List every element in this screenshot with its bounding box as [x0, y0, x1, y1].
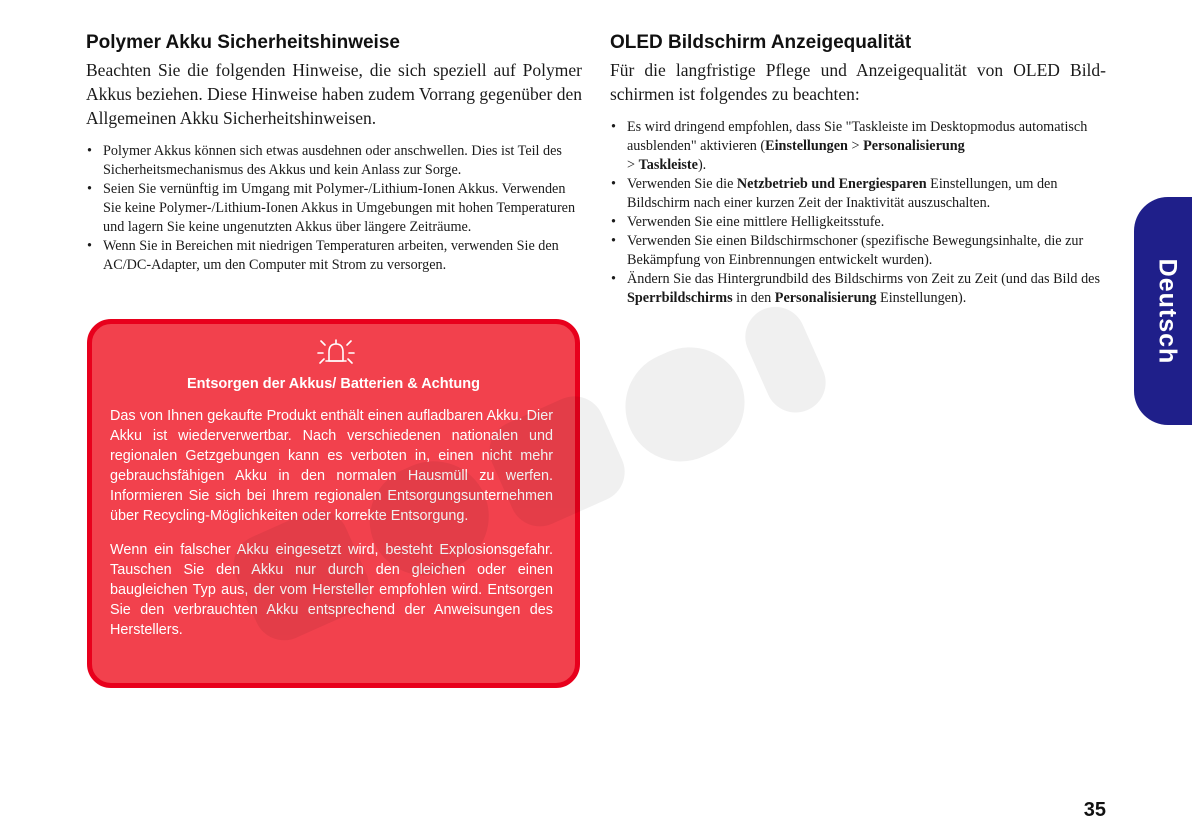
setting-name: Personalisierung: [774, 290, 877, 306]
setting-name: Taskleiste: [638, 157, 698, 173]
list-item: • Verwenden Sie eine mittlere Helligkeitsstufe.: [610, 213, 1106, 232]
page-number: 35: [1083, 799, 1106, 821]
list-item: [610, 270, 1106, 308]
oled-quality-section: [610, 32, 1106, 308]
setting-name: Personalisierung: [863, 138, 965, 154]
oled-intro: Für die langfristige Pflege und Anzeigequalität von OLED Bildschirmen ist folgendes zu beachten:: [610, 60, 1106, 104]
text-span: >: [847, 138, 864, 154]
warning-title: Entsorgen der Akkus/ Batterien & Achtung: [187, 376, 480, 392]
text-span: Einstellungen).: [876, 290, 967, 306]
text-span: Einstellungen, um den Bildschirm nach einer kurzen Zeit der Inaktivität auszuschalten.: [627, 176, 1058, 211]
battery-safety-section: [86, 32, 582, 275]
warning-body: [110, 406, 553, 654]
setting-name: Sperrbildschirms: [627, 290, 733, 306]
setting-name: Netzbetrieb und Energiesparen: [736, 176, 927, 192]
list-item: [610, 118, 1106, 175]
oled-list: [610, 118, 1106, 308]
disposal-warning-box: [87, 319, 580, 688]
text-span: ).: [697, 157, 707, 173]
text-span: in den: [732, 290, 775, 306]
battery-safety-list: [86, 142, 582, 275]
language-tab-label: [1135, 197, 1192, 425]
list-item: • Polymer Akkus können sich etwas ausdehnen oder anschwellen. Dies ist Teil des Sicherheitsmechanismus des Akkus und kein Anlass zur Sorge.: [86, 142, 582, 180]
list-item: • Wenn Sie in Bereichen mit niedrigen Temperaturen arbeiten, verwenden Sie den AC/DC-Adapter, um den Computer mit Strom zu versorgen.: [86, 237, 582, 275]
text-span: Es wird dringend empfohlen, dass Sie "Taskleiste im Desktopmodus automatisch ausblenden" aktivieren (: [627, 119, 1088, 154]
text-span: >: [627, 157, 639, 173]
text-span: Verwenden Sie die: [627, 176, 737, 192]
list-item: • Seien Sie vernünftig im Umgang mit Polymer-/Lithium-Ionen Akkus. Verwenden Sie keine Polymer-/Lithium-Ionen Akkus in Umgebungen mit hohen Temperaturen und lagern Sie keine ungenutzten Akkus über längere Zeiträume.: [86, 180, 582, 237]
warning-paragraph: Wenn ein falscher Akku eingesetzt wird, besteht Explosionsgefahr. Tauschen Sie den Akku nur durch den gleichen oder einen baugleichen Typ aus, der vom Hersteller empfohlen wird. Entsorgen Sie den verbrauchten Akku entsprechend der Anweisungen des Herstellers.: [110, 542, 553, 638]
list-item: • Verwenden Sie einen Bildschirmschoner (spezifische Bewegungsinhalte, die zur Bekämpfung von Einbrennungen entwickelt wurden).: [610, 232, 1106, 270]
language-label: Deutsch: [1153, 258, 1182, 364]
warning-paragraph: Das von Ihnen gekaufte Produkt enthält einen aufladbaren Akku. Dier Akku ist wiederverwertbar. Nach verschiedenen nationalen und regionalen Getzgebungen kann es verboten in, einen nicht mehr gebrauchsfähigen Akku in den normalen Hausmüll zu werfen. Informieren Sie sich bei Ihrem regionalen Entsorgungsunternehmen über Recycling-Möglichkeiten oder korrekte Entsorgung.: [110, 408, 553, 524]
list-item: [610, 175, 1106, 213]
alarm-bell-icon: [316, 336, 356, 368]
setting-name: Einstellungen: [765, 138, 848, 154]
battery-safety-intro: Beachten Sie die folgenden Hinweise, die sich speziell auf Polymer Akkus beziehen. Diese Hinweise haben zudem Vorrang gegenüber den Allgemeinen Akku Sicherheitshinweisen.: [86, 60, 582, 128]
battery-safety-heading: Polymer Akku Sicherheitshinweise: [86, 32, 400, 53]
text-span: Ändern Sie das Hintergrundbild des Bildschirms von Zeit zu Zeit (und das Bild des: [627, 271, 1100, 287]
oled-heading: OLED Bildschirm Anzeigequalität: [610, 32, 912, 53]
